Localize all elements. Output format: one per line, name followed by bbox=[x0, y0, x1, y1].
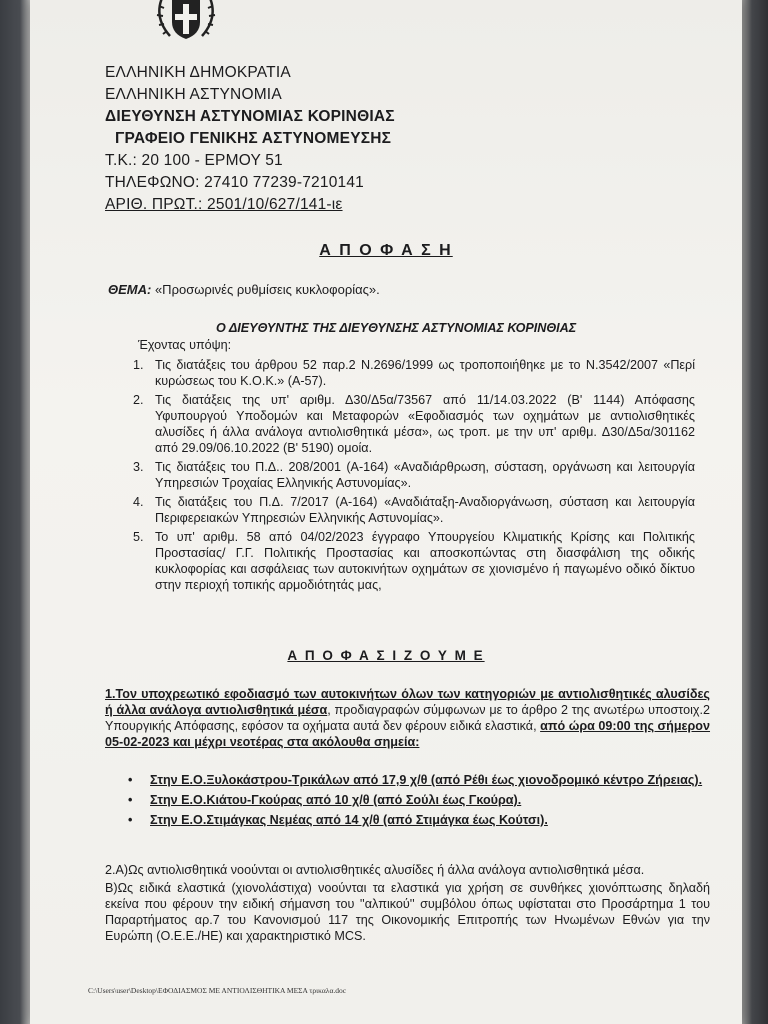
road-point bbox=[128, 792, 715, 808]
header-country: ΕΛΛΗΝΙΚΗ ΔΗΜΟΚΡΑΤΙΑ bbox=[105, 64, 291, 81]
decision-title: Α Π Ο Φ Α Σ Ι Ζ Ο Υ Μ Ε bbox=[287, 648, 485, 663]
road-point bbox=[128, 772, 715, 788]
road-point-text: Στην Ε.Ο.Ξυλοκάστρου-Τρικάλων από 17,9 χ/θ (από Ρέθι έως χιονοδρομικό κέντρο Ζήρειας). bbox=[150, 773, 703, 787]
consideration-item bbox=[133, 392, 695, 456]
consideration-number: 4. bbox=[133, 495, 144, 509]
item2-a: 2.Α)Ως αντιολισθητικά νοούνται οι αντιολισθητικές αλυσίδες ή άλλα ανάλογα αντιολισθητικά μέσα. bbox=[105, 863, 645, 877]
item1-tail: από ώρα 09:00 της σήμερον 05-02-2023 και μέχρι νεοτέρας στα ακόλουθα σημεία: bbox=[105, 719, 711, 749]
header-phone: ΤΗΛΕΦΩΝΟ: 27410 77239-7210141 bbox=[105, 174, 364, 191]
having-regard-label: Έχοντας υπόψη: bbox=[138, 338, 232, 352]
consideration-text: Τις διατάξεις του Π.Δ.. 208/2001 (Α-164) «Αναδιάρθρωση, σύσταση, οργάνωση και λειτουργία Υπηρεσιών Τροχαίας Ελληνικής Αστυνομίας». bbox=[155, 460, 695, 490]
director-heading: Ο ΔΙΕΥΘΥΝΤΗΣ ΤΗΣ ΔΙΕΥΘΥΝΣΗΣ ΑΣΤΥΝΟΜΙΑΣ ΚΟΡΙΝΘΙΑΣ bbox=[216, 321, 577, 335]
header-directorate: ΔΙΕΥΘΥΝΣΗ ΑΣΤΥΝΟΜΙΑΣ ΚΟΡΙΝΘΙΑΣ bbox=[105, 108, 395, 125]
header-agency: ΕΛΛΗΝΙΚΗ ΑΣΤΥΝΟΜΙΑ bbox=[105, 86, 282, 103]
consideration-text: Το υπ' αριθμ. 58 από 04/02/2023 έγγραφο Υπουργείου Κλιματικής Κρίσης και Πολιτικής Προστασίας/ Γ.Γ. Πολιτικής Προστασίας και αποσκοπώντας στη διασφάλιση της οδικής κυκλοφορίας και ασφάλειας των αυτοκινήτων οχημάτων σε χιονισμένο ή παγωμένο οδικό δίκτυο στην περιοχή τοπικής αρμοδιότητάς μας, bbox=[155, 530, 695, 592]
road-point-text: Στην Ε.Ο.Κιάτου-Γκούρας από 10 χ/θ (από Σούλι έως Γκούρα). bbox=[150, 793, 522, 807]
consideration-text: Τις διατάξεις του άρθρου 52 παρ.2 Ν.2696/1999 ως τροποποιήθηκε με το Ν.3542/2007 «Περί κυρώσεως του Κ.Ο.Κ.» (Α-57). bbox=[155, 358, 695, 388]
greek-coat-of-arms-icon bbox=[148, 0, 224, 44]
considerations-list bbox=[133, 357, 695, 596]
consideration-number: 1. bbox=[133, 358, 144, 372]
bullet: • bbox=[128, 773, 133, 787]
subject-text: «Προσωρινές ρυθμίσεις κυκλοφορίας». bbox=[151, 282, 380, 297]
item2-b: Β)Ως ειδικά ελαστικά (χιονολάστιχα) νοούνται τα ελαστικά για χρήση σε συνθήκες χιονόπτωσης δηλαδή εκείνα που φέρουν την ειδική σήμανση του ''αλπικού'' συμβόλου όπως υφίσταται στο Προσάρτημα 1 του Παραρτήματος αρ.7 του Κανονισμού 117 της Οικονομικής Επιτροπής των Ηνωμένων Εθνών για την Ευρώπη (Ο.Ε.Ε./ΗΕ) και χαρακτηριστικό MCS. bbox=[105, 881, 710, 943]
document-sheet bbox=[30, 0, 742, 1024]
item1-middle: , προδιαγραφών σύμφωνων με το άρθρο 2 της ανωτέρω υποστοιχ.2 Υπουργικής Απόφασης, εφόσον τα οχήματα αυτά δεν φέρουν ειδικά ελαστικά, bbox=[105, 703, 710, 733]
consideration-number: 5. bbox=[133, 530, 144, 544]
subject-label: ΘΕΜΑ: bbox=[108, 282, 152, 297]
decision-item-1 bbox=[105, 686, 710, 750]
consideration-item bbox=[133, 494, 695, 526]
bullet: • bbox=[128, 793, 133, 807]
consideration-text: Τις διατάξεις του Π.Δ. 7/2017 (Α-164) «Αναδιάταξη-Αναδιοργάνωση, σύσταση και λειτουργία Περιφερειακών Υπηρεσιών Ελληνικής Αστυνομίας». bbox=[155, 495, 695, 525]
header-office: ΓΡΑΦΕΙΟ ΓΕΝΙΚΗΣ ΑΣΤΥΝΟΜΕΥΣΗΣ bbox=[115, 130, 392, 147]
consideration-number: 2. bbox=[133, 393, 144, 407]
consideration-item bbox=[133, 459, 695, 491]
consideration-number: 3. bbox=[133, 460, 144, 474]
document-title: Α Π Ο Φ Α Σ Η bbox=[319, 242, 453, 259]
road-points-list bbox=[128, 772, 715, 832]
road-point bbox=[128, 812, 715, 828]
consideration-text: Τις διατάξεις της υπ' αριθμ. Δ30/Δ5α/73567 από 11/14.03.2022 (Β' 1144) Απόφασης Υφυπουργού Υποδομών και Μεταφορών «Εφοδιασμός των οχημάτων με αντιολισθητικές αλυσίδες ή άλλα ανάλογα αντιολισθητικά μέσα», ως τροπ. με την υπ' αριθμ. Δ30/Δ5α/301162 από 29.09/06.10.2022 (Β' 5190) ομοία. bbox=[155, 393, 695, 455]
consideration-item bbox=[133, 357, 695, 389]
item1-lead: 1.Τον υποχρεωτικό εφοδιασμό των αυτοκινήτων όλων των κατηγοριών με αντιολισθητικές αλυσίδες ή άλλα ανάλογα αντιολισθητικά μέσα bbox=[105, 687, 710, 717]
subject-line bbox=[108, 282, 380, 298]
road-point-text: Στην Ε.Ο.Στιμάγκας Νεμέας από 14 χ/θ (από Στιμάγκα έως Κούτσι). bbox=[150, 813, 548, 827]
letterhead bbox=[105, 62, 395, 216]
footer-file-path: C:\Users\user\Desktop\ΕΦΟΔΙΑΣΜΟΣ ΜΕ ΑΝΤΙΟΛΙΣΘΗΤΙΚΑ ΜΕΣΑ τρικαλα.doc bbox=[88, 986, 347, 995]
decision-item-2 bbox=[105, 862, 710, 944]
bullet: • bbox=[128, 813, 133, 827]
header-address: Τ.Κ.: 20 100 - ΕΡΜΟΥ 51 bbox=[105, 152, 283, 169]
header-protocol-number: ΑΡΙΘ. ΠΡΩΤ.: 2501/10/627/141-ιε bbox=[105, 196, 343, 213]
consideration-item bbox=[133, 529, 695, 593]
